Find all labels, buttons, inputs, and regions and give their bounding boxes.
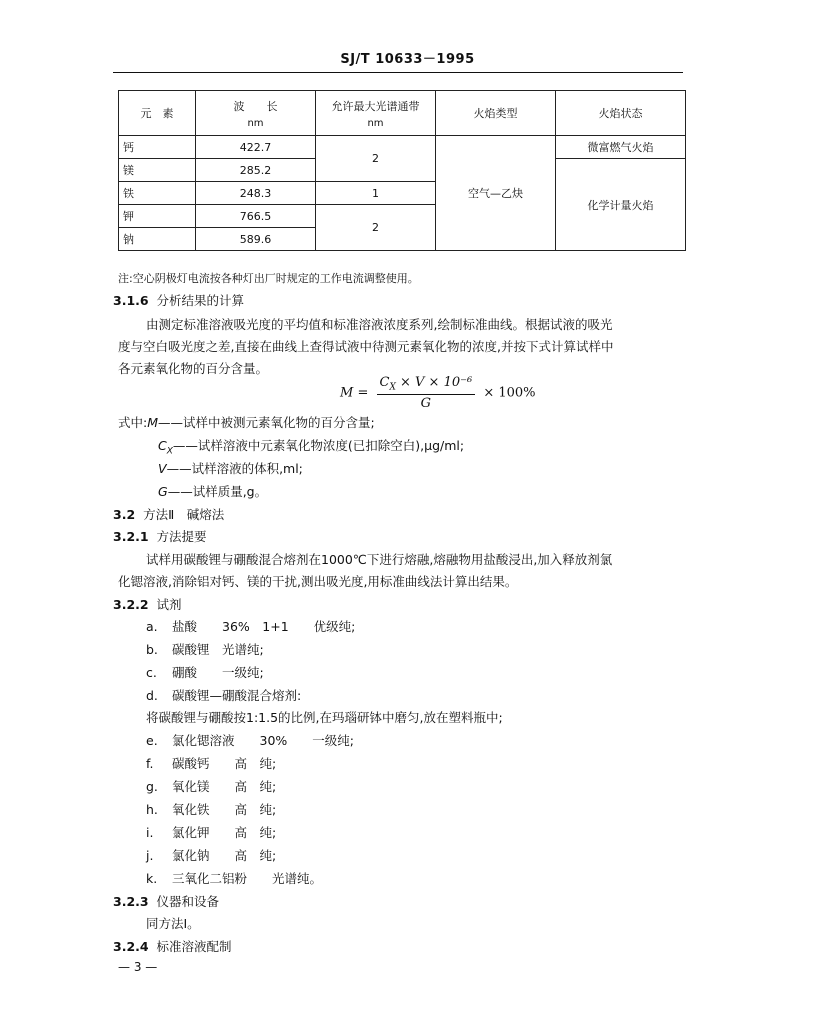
reagent-item: j. 氯化钠 高 纯;	[146, 848, 277, 863]
section-3-2-2-heading: 3.2.2 试剂	[113, 597, 182, 612]
formula-denominator: G	[420, 395, 432, 411]
header-element: 元 素	[119, 91, 196, 136]
spectral-conditions-table	[118, 90, 686, 251]
flame-state-cell: 微富燃气火焰	[556, 136, 686, 159]
reagent-item-note: 将碳酸锂与硼酸按1:1.5的比例,在玛瑙研钵中磨匀,放在塑料瓶中;	[146, 710, 503, 725]
table-header-row	[119, 91, 686, 136]
flame-type-cell: 空气—乙炔	[436, 136, 556, 251]
section-3-1-6-heading: 3.1.6 分析结果的计算	[113, 293, 245, 308]
reagent-item: d. 碳酸锂—硼酸混合熔剂:	[146, 688, 302, 703]
section-3-2-3-heading: 3.2.3 仪器和设备	[113, 894, 220, 909]
wavelength-cell: 248.3	[196, 182, 316, 205]
bandpass-cell: 1	[316, 182, 436, 205]
table-note: 注:空心阴极灯电流按各种灯出厂时规定的工作电流调整使用。	[118, 272, 419, 285]
definition-row: V——试样溶液的体积,ml;	[158, 461, 303, 476]
paragraph-line: 化锶溶液,消除铝对钙、镁的干扰,测出吸光度,用标准曲线法计算出结果。	[118, 574, 518, 589]
section-3-2-4-heading: 3.2.4 标准溶液配制	[113, 939, 232, 954]
reagent-item: a. 盐酸 36% 1+1 优级纯;	[146, 619, 356, 634]
paragraph-line: 度与空白吸光度之差,直接在曲线上查得试液中待测元素氧化物的浓度,并按下式计算试样中	[118, 339, 614, 354]
reagent-item: h. 氧化铁 高 纯;	[146, 802, 277, 817]
section-3-2-1-heading: 3.2.1 方法提要	[113, 529, 207, 544]
formula-fraction	[377, 375, 476, 411]
wavelength-cell: 285.2	[196, 159, 316, 182]
paragraph-line: 试样用碳酸锂与硼酸混合熔剂在1000℃下进行熔融,熔融物用盐酸浸出,加入释放剂氯	[146, 552, 613, 567]
bandpass-cell: 2	[316, 205, 436, 251]
definition-row: 式中:M——试样中被测元素氧化物的百分含量;	[118, 415, 375, 430]
page-number: — 3 —	[118, 960, 158, 974]
paragraph-line: 由测定标准溶液吸光度的平均值和标准溶液浓度系列,绘制标准曲线。根据试液的吸光	[146, 317, 613, 332]
header-bandpass: 允许最大光谱通带 nm	[316, 91, 436, 136]
header-wavelength: 波 长 nm	[196, 91, 316, 136]
wavelength-cell: 766.5	[196, 205, 316, 228]
table-row	[119, 136, 686, 159]
reagent-item: e. 氯化锶溶液 30% 一级纯;	[146, 733, 354, 748]
definition-row: G——试样质量,g。	[158, 484, 268, 499]
header-flame-type: 火焰类型	[436, 91, 556, 136]
paragraph-line: 各元素氧化物的百分含量。	[118, 361, 269, 376]
section-3-2-heading: 3.2 方法Ⅱ 碱熔法	[113, 507, 225, 522]
flame-state-cell: 化学计量火焰	[556, 159, 686, 251]
element-cell: 镁	[119, 159, 196, 182]
definition-row: $C_X——$试样溶液中元素氧化物浓度(已扣除空白),μg/ml;	[158, 438, 465, 457]
reagent-item: c. 硼酸 一级纯;	[146, 665, 264, 680]
bandpass-cell: 2	[316, 136, 436, 182]
reagent-item: b. 碳酸锂 光谱纯;	[146, 642, 264, 657]
reagent-item: g. 氧化镁 高 纯;	[146, 779, 277, 794]
element-cell: 钙	[119, 136, 196, 159]
reagent-item: i. 氯化钾 高 纯;	[146, 825, 277, 840]
reagent-item: f. 碳酸钙 高 纯;	[146, 756, 277, 771]
paragraph-line: 同方法Ⅰ。	[146, 916, 200, 931]
header-flame-state: 火焰状态	[556, 91, 686, 136]
formula: M = $\frac{C_X \times V \times 10^{-6}}{G}$ × 100%	[340, 375, 536, 411]
formula-numerator: $C_X \times V \times 10^{-6}$	[377, 375, 476, 395]
standard-number: SJ/T 10633－1995	[340, 52, 475, 67]
wavelength-cell: 422.7	[196, 136, 316, 159]
element-cell: 钠	[119, 228, 196, 251]
element-cell: 铁	[119, 182, 196, 205]
element-cell: 钾	[119, 205, 196, 228]
reagent-item: k. 三氧化二铝粉 光谱纯。	[146, 871, 323, 886]
header-rule	[113, 72, 683, 73]
wavelength-cell: 589.6	[196, 228, 316, 251]
